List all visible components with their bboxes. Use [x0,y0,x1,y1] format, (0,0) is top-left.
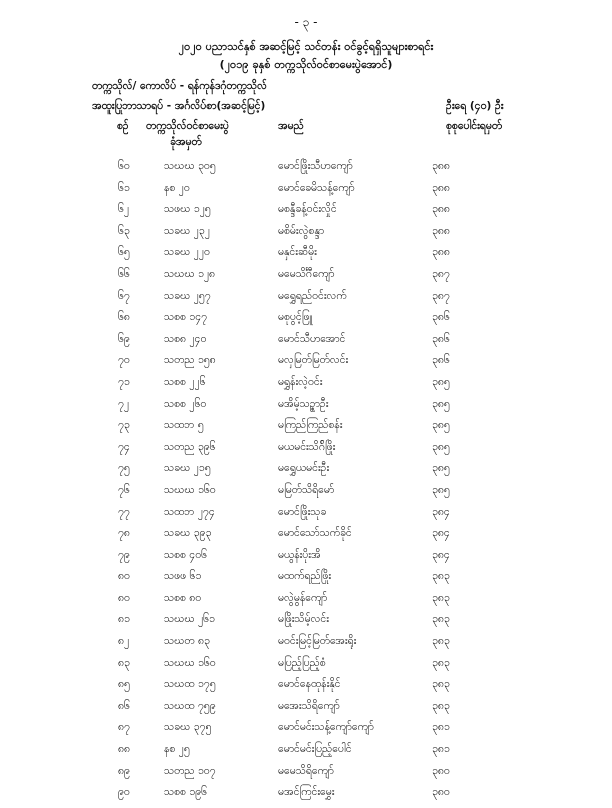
row-no: ၉၀ [118,786,130,799]
row-no: ၆၆ [118,267,130,280]
page-number: - ၃ - [294,15,318,29]
row-exam-code: သခဃ ၂၅၇ [164,289,211,302]
row-name: မစိမ်းလွဲစန္ဒာ [278,224,325,237]
row-no: ၆၉ [118,332,130,345]
row-exam-code: သထဘ ၂၇၄ [164,505,215,518]
row-exam-code: သခဃ ၃၇၅ [164,721,212,734]
table-row [0,678,612,700]
row-exam-code: သဃဃ ၁၆၀ [164,656,216,669]
row-exam-code: သစစ ၈၀ [164,591,202,604]
row-name: မောင်နေထုန်းနိုင် [278,678,341,691]
row-no: ၈၂ [118,635,130,648]
row-no: ၇၄ [118,440,130,453]
row-name: မမေသိင်္ဂီကျော် [278,267,335,280]
row-exam-code: သခဃ ၂၁၅ [164,462,211,475]
row-name: မစုပွင့်ဖြူ [278,311,313,324]
row-marks: ၃၈၈ [432,160,450,172]
row-name: မအင်ကြင်းမွှေး [278,786,335,799]
row-exam-code: သခဃ ၂၂၀ [164,246,210,259]
row-name: မဖြိုးသိမ့်လင်း [278,613,329,626]
row-marks: ၃၈၈ [432,246,450,259]
row-name: မစန္ဒီခန့်ဝင်းလှိုင် [278,203,337,216]
row-marks: ၃၈၈ [432,181,450,194]
row-marks: ၃၈၇ [432,289,450,302]
table-row [0,765,612,787]
row-exam-code: သဃတ ၈၃ [164,635,210,648]
table-row [0,527,612,549]
row-exam-code: သခဃ ၃၉၃ [164,527,212,540]
header-total-marks: စုစုပေါင်းရမှတ် [446,120,503,132]
row-marks: ၃၈၅ [432,440,450,453]
table-row [0,721,612,743]
row-exam-code: သဃထ ၇၅၉ [164,699,216,712]
row-no: ၇၅ [118,462,130,475]
results-list [0,160,612,808]
row-marks: ၃၈၅ [432,419,450,432]
table-row [0,225,612,247]
row-marks: ၃၈၃ [432,699,450,712]
row-marks: ၃၈၆ [432,332,450,345]
row-exam-code: နစ ၂၅ [164,743,190,756]
row-marks: ၃၈၃ [432,635,450,648]
table-row [0,613,612,635]
row-no: ၈၈ [118,743,130,756]
row-name: မအေးသိရိကျော် [278,699,340,712]
row-exam-code: သစစ ၁၉၆ [164,786,208,799]
header-no: စဉ် [117,120,129,132]
row-name: မနှင်းဆီမိုး [278,246,317,259]
row-no: ၇၈ [118,527,130,540]
row-exam-code: သဖဃ ၁၂၅ [164,203,211,216]
row-exam-code: သဃထ ၁၇၅ [164,678,216,691]
table-row [0,635,612,657]
row-name: မယမင်းသိဂ်ိဖြိုး [278,440,336,453]
row-exam-code: သစစ ၂၆၀ [164,397,207,410]
document-subtitle: (၂၀၁၉ ခုနှစ် တက္ကသိုလ်ဝင်စာမေးပွဲအောင်) [219,58,393,71]
header-name: အမည် [278,120,304,132]
table-row [0,398,612,420]
row-exam-code: သဃဃ ၃၀၅ [164,160,216,172]
row-no: ၈၁ [118,613,130,626]
row-exam-code: သခဃ ၂၃၂ [164,224,210,237]
row-marks: ၃၈၅ [432,483,450,496]
row-no: ၈၉ [118,764,130,777]
row-marks: ၃၈၅ [432,375,450,388]
row-marks: ၃၈၆ [432,311,450,324]
row-name: မရွှန်းလဲ့ဝင်း [278,375,323,388]
row-marks: ၃၈၃ [432,570,450,583]
subject-line: အထူးပြုဘာသာရပ် - အင်္ဂလိပ်စာ(အဆင့်မြင့်) [92,100,266,112]
row-no: ၇၇ [118,505,130,518]
row-no: ၇၆ [118,483,130,496]
row-exam-code: သဖဖ ၆၁ [164,570,202,583]
row-marks: ၃၈၄ [432,548,450,561]
table-row [0,268,612,290]
row-marks: ၃၈၃ [432,613,450,626]
row-marks: ၃၈၁ [432,743,450,756]
row-no: ၇၃ [118,419,130,432]
row-exam-code: သတည ၃၉၆ [164,440,216,453]
row-name: မောင်မင်းသန့်ကျော်ကျော် [278,721,374,734]
row-no: ၆၂ [118,203,130,216]
row-marks: ၃၈၃ [432,656,450,669]
table-row [0,700,612,722]
table-row [0,441,612,463]
row-exam-code: သတည ၁၀၇ [164,764,216,777]
table-row [0,592,612,614]
table-row [0,419,612,441]
row-name: မောင်မင်းပြည့်ပေါင် [278,743,352,756]
quota-line: ဦးရေ (၄၀) ဦး [446,100,504,112]
row-marks: ၃၈၁ [432,721,450,734]
header-exam-code-line2: ခုံအမှတ် [170,136,202,148]
row-marks: ၃၈၅ [432,462,450,475]
row-no: ၈၇ [118,721,130,734]
table-row [0,657,612,679]
row-marks: ၃၈၈ [432,224,450,237]
row-no: ၇၉ [118,548,130,561]
row-no: ၆၀ [118,160,130,172]
table-row [0,333,612,355]
row-exam-code: သဃဃ ၁၂၈ [164,267,216,280]
row-no: ၆၈ [118,311,130,324]
row-name: မောင်ခေမိသန့်ကျော် [278,181,355,194]
row-marks: ၃၈၄ [432,505,450,518]
row-exam-code: သစစ ၁၄၇ [164,311,208,324]
row-name: မလွဲမွန်ကျော် [278,591,328,604]
row-no: ၇၁ [118,375,130,388]
row-no: ၆၁ [118,181,130,194]
document-title: ၂၀၂၀ ပညာသင်နှစ် အဆင့်မြင့် သင်တန်း ဝင်ခွင့်ရရှိသူများစာရင်း [178,40,434,53]
row-marks: ၃၈၄ [432,527,450,540]
row-name: မောင်ဖြိုးသုခ [278,505,327,518]
row-name: မအိမ့်သဉ္စာဦး [278,397,329,410]
row-no: ၈၆ [118,699,130,712]
table-row [0,743,612,765]
row-marks: ၃၈၃ [432,678,450,691]
row-marks: ၃၈၈ [432,203,450,216]
table-row [0,290,612,312]
row-no: ၆၅ [118,246,130,259]
row-marks: ၃၈၆ [432,354,450,367]
row-name: မဝင်းမြင့်မြတ်အေးရိုး [278,635,357,648]
row-exam-code: သဃဃ ၁၆၀ [164,483,216,496]
row-name: မပြည့်ပြည့်စံ [278,656,326,669]
table-row [0,376,612,398]
row-name: မလှမြတ်မြတ်လင်း [278,354,349,367]
row-exam-code: သထဘ ၅ [164,419,204,432]
row-exam-code: နစ ၂၀ [164,181,190,194]
row-exam-code: သစစ ၂၂၆ [164,375,206,388]
row-no: ၇၂ [118,397,130,410]
row-no: ၈၅ [118,678,130,691]
row-no: ၈၃ [118,656,130,669]
table-row [0,786,612,808]
row-no: ၈၀ [118,570,130,583]
row-exam-code: သစ၈ ၂၄၀ [164,332,207,345]
row-marks: ၃၈၅ [432,397,450,410]
table-row [0,506,612,528]
table-row [0,462,612,484]
table-row [0,182,612,204]
row-name: မရွှေယမင်းဦး [278,462,330,475]
table-row [0,311,612,333]
row-no: ၆၇ [118,289,130,302]
row-marks: ၃၈၃ [432,591,450,604]
row-no: ၈၀ [118,591,130,604]
table-row [0,354,612,376]
row-exam-code: သဃဃ ၂၆၁ [164,613,215,626]
university-line: တက္ကသိုလ်/ ကောလိပ် - ရန်ကုန်ဒဂုံတက္ကသိုလ် [92,80,267,92]
row-name: မောင်သော်သက်ခိုင် [278,527,352,540]
row-exam-code: သစစ ၄၀၆ [164,548,208,561]
header-exam-code: တက္ကသိုလ်ဝင်စာမေးပွဲ [146,120,229,132]
row-name: မယွန်းပိုးအိ [278,548,321,561]
table-row [0,570,612,592]
row-marks: ၃၈၇ [432,267,450,280]
row-name: မကြည်ကြည်စန်း [278,419,343,432]
row-name: မရွှေရည်ဝင်းလက် [278,289,347,302]
row-name: မောင်သီဟအောင် [278,332,346,345]
row-no: ၆၃ [118,224,130,237]
row-marks: ၃၈၀ [432,786,450,799]
row-exam-code: သတည ၁၅၈ [164,354,216,367]
table-row [0,203,612,225]
row-marks: ၃၈၀ [432,764,450,777]
row-no: ၇၀ [118,354,130,367]
table-row [0,246,612,268]
table-row [0,484,612,506]
row-name: မမြတ်သိရိမော် [278,483,335,496]
table-row [0,160,612,182]
row-name: မမေသိရိကျော် [278,764,334,777]
row-name: မထက်ရည်ဖြိုး [278,570,332,583]
row-name: မောင်ဖြိုးသီဟကျော် [278,160,353,172]
table-row [0,549,612,571]
